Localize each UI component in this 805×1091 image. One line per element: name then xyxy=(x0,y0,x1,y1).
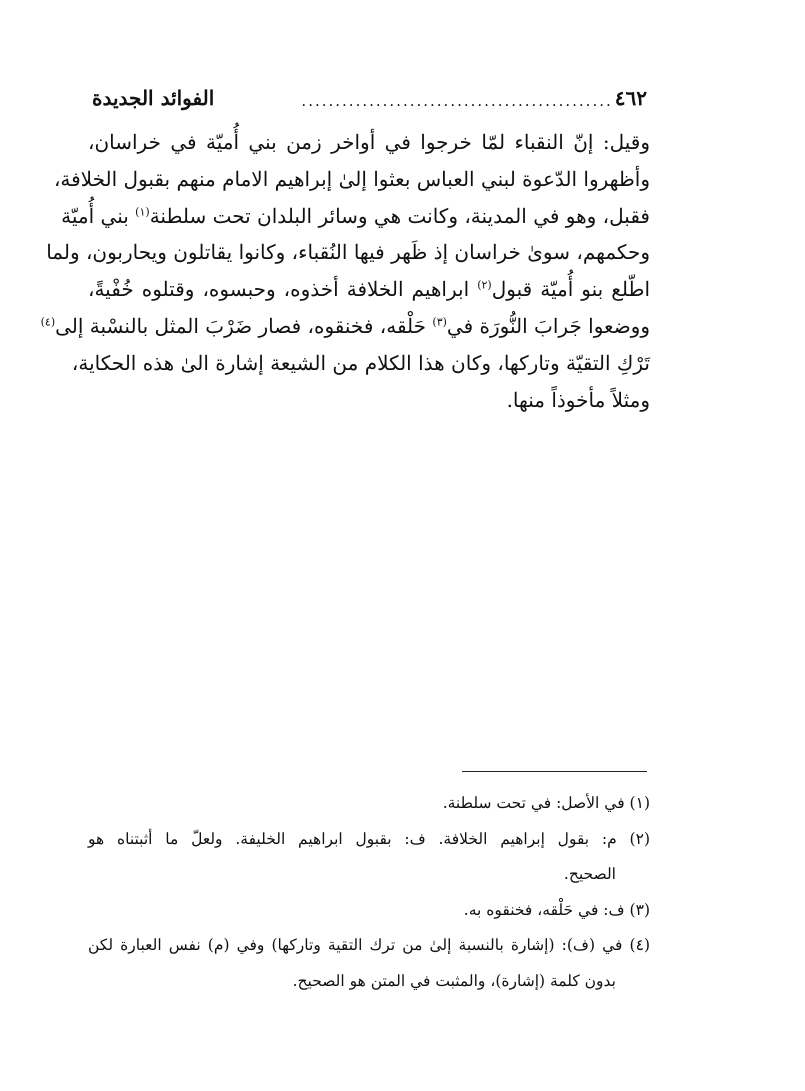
footnote-number: (٤) xyxy=(629,936,650,954)
footnote-4 xyxy=(88,928,650,964)
footnote-number: (٢) xyxy=(629,829,650,848)
footnote-2 xyxy=(88,822,650,858)
text-line: فقبل، وهو في المدينة، وكانت هي وسائر البلدان تحت سلطنة$^{(١)}$ بني أُميّة xyxy=(61,203,650,228)
footnotes xyxy=(88,786,650,999)
text-line: وحكمهم، سوىٰ خراسان إذ ظَهر فيها النُقباء، وكانوا يقاتلون ويحاربون، ولما xyxy=(46,240,650,265)
footnote-ref: (١) xyxy=(135,204,150,218)
footnote-text: في (ف): (إشارة بالنسبة إلىٰ من ترك التقية وتاركها) وفي (م) نفس العبارة لكن xyxy=(88,936,623,954)
book-title: الفوائد الجديدة xyxy=(92,86,215,110)
footnote-1 xyxy=(88,786,650,822)
leader-dots: .............................................. xyxy=(301,92,613,110)
footnote-number: (٣) xyxy=(629,900,650,919)
page-number: ٤٦٢ xyxy=(614,86,647,110)
text-line: اطّلع بنو أُميّة قبول$^{(٢)}$ ابراهيم الخلافة أخذوه، وحبسوه، وقتلوه خُفْيةً، xyxy=(88,277,651,302)
footnote-2-continuation: الصحيح. xyxy=(563,865,616,883)
footnote-ref: (٢) xyxy=(477,278,492,292)
footnote-text: في الأصل: في تحت سلطنة. xyxy=(442,794,625,812)
footnote-ref: (٣) xyxy=(432,315,447,329)
text-line: ومثلاً مأخوذاً منها. xyxy=(506,387,650,412)
text-line: تَرْكِ التقيّة وتاركها، وكان هذا الكلام من الشيعة إشارة الىٰ هذه الحكاية، xyxy=(71,350,650,375)
footnote-text: م: بقول إبراهيم الخلافة. ف: بقبول ابراهيم الخليفة. ولعلّ ما أثبتناه هو xyxy=(88,829,617,848)
text-line: وقيل: إنّ النقباء لمّا خرجوا في أواخر زمن بني أُميّة في خراسان، xyxy=(88,130,650,154)
footnote-ref: (٤) xyxy=(40,315,56,329)
footnote-text: ف: في حَلْقه، فخنقوه به. xyxy=(463,900,625,919)
footnote-separator xyxy=(462,771,647,772)
footnote-3 xyxy=(88,893,650,929)
footnote-4-continuation: بدون كلمة (إشارة)، والمثبت في المتن هو الصحيح. xyxy=(292,971,616,990)
main-text xyxy=(40,124,651,418)
text-line: وأظهروا الدّعوة لبني العباس بعثوا إلىٰ إبراهيم الامام منهم بقبول الخلافة، xyxy=(53,166,650,191)
running-header xyxy=(92,83,647,113)
text-line: ووضعوا جَرابَ النُّورَة في$^{(٣)}$ حَلْقه، فخنقوه، فصار ضَرْبَ المثل بالنسْبة إلى$^{(٤)}$ xyxy=(40,313,650,338)
footnote-number: (١) xyxy=(629,794,650,812)
